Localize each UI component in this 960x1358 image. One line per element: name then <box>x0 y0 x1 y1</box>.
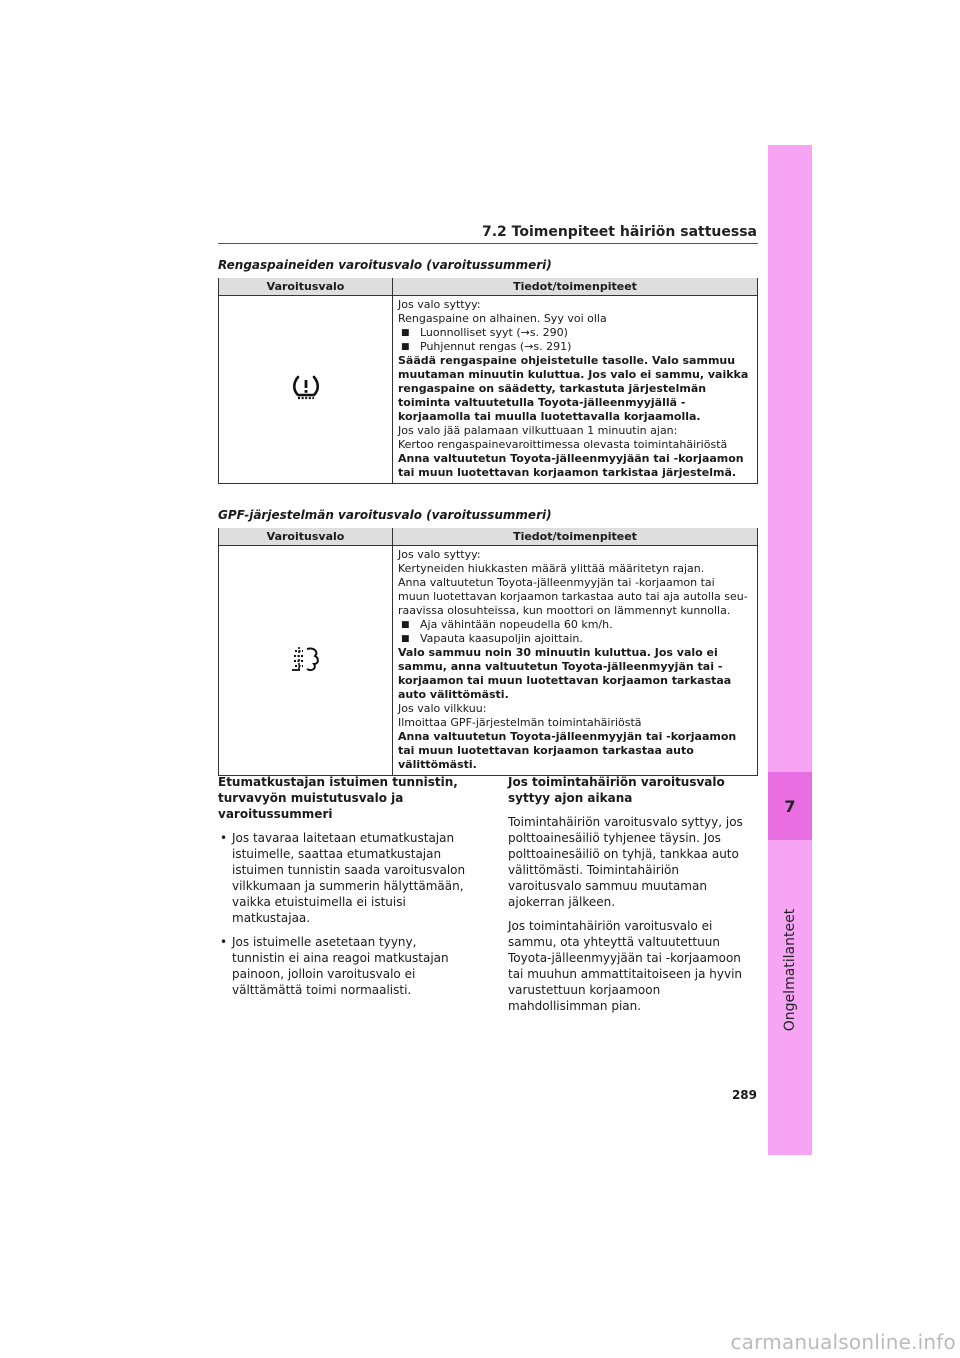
tpms-line: Jos valo jää palamaan vilkuttuaan 1 minuutin ajan: <box>398 424 678 437</box>
header-divider <box>218 243 758 244</box>
tire-pressure-warning-icon <box>291 393 321 406</box>
gpf-filter-warning-icon <box>290 664 322 677</box>
chapter-number: 7 <box>768 772 812 840</box>
tpms-section-title: Rengaspaineiden varoitusvalo (varoitussummeri) <box>218 258 552 272</box>
gpf-line: Jos valo syttyy: <box>398 548 481 561</box>
left-column <box>218 774 466 1006</box>
right-column <box>508 774 756 1022</box>
gpf-line: Kertyneiden hiukkasten määrä ylittää määritetyn rajan. <box>398 562 705 575</box>
gpf-line-bold: Anna valtuutetun Toyota-jälleenmyyjän tai -korjaamon tai muun luotettavan korjaamon tarkastaa auto välittömästi. <box>398 730 737 771</box>
tpms-line-bold: Anna valtuutetun Toyota-jälleenmyyjään tai -korjaamon tai muun luotettavan korjaamon tarkistaa järjestelmä. <box>398 452 744 479</box>
tpms-bullet: ■ Puhjennut rengas (→s. 291) <box>398 340 749 354</box>
tpms-bullet: ■ Luonnolliset syyt (→s. 290) <box>398 326 749 340</box>
list-item: • Jos istuimelle asetetaan tyyny, tunnistin ei aina reagoi matkustajan painoon, jolloin varoitusvalo ei välttämättä toimi normaalisti. <box>218 934 466 998</box>
gpf-section-title: GPF-järjestelmän varoitusvalo (varoitussummeri) <box>218 508 552 522</box>
chapter-side-tab <box>768 145 812 1155</box>
left-column-list <box>218 830 466 998</box>
tpms-line: Jos valo syttyy: <box>398 298 481 311</box>
gpf-line: Ilmoittaa GPF-järjestelmän toimintahäiriöstä <box>398 716 642 729</box>
gpf-info-cell <box>393 546 758 776</box>
watermark: carmanualsonline.info <box>730 1330 956 1354</box>
gpf-icon-cell <box>219 546 393 776</box>
tpms-warning-table <box>218 278 758 484</box>
tpms-line-bold: Säädä rengaspaine ohjeistetulle tasolle. Valo sammuu muutaman minuutin kuluttua. Jos valo ei sammu, vaikka rengaspaine on säädetty, tarkastuta järjestelmän toiminta valtuutetulla Toyota-jälleenmyyjällä -korjaamolla tai muulla luotettavalla korjaamolla. <box>398 354 749 423</box>
right-column-heading: Jos toimintahäiriön varoitusvalo syttyy ajon aikana <box>508 775 725 805</box>
right-column-paragraph: Toimintahäiriön varoitusvalo syttyy, jos polttoainesäiliö tyhjenee täysin. Jos polttoainesäiliö on tyhjä, tankkaa auto välittömästi. Toimintahäiriön varoitusvalo sammuu muutaman ajokerran jälkeen. <box>508 815 743 909</box>
chapter-label-wrap <box>768 880 812 1060</box>
gpf-col-header-light: Varoitusvalo <box>219 528 393 546</box>
tpms-col-header-light: Varoitusvalo <box>219 278 393 296</box>
right-column-paragraph: Jos toimintahäiriön varoitusvalo ei sammu, ota yhteyttä valtuutettuun Toyota-jälleenmyyjään tai -korjaamoon tai muuhun ammattitaitoiseen ja hyvin varustettuun korjaamoon mahdollisimman pian. <box>508 919 743 1013</box>
page-number: 289 <box>731 1088 757 1102</box>
gpf-warning-table <box>218 528 758 776</box>
chapter-label: Ongelmatilanteet <box>782 908 798 1032</box>
tpms-col-header-info: Tiedot/toimenpiteet <box>393 278 758 296</box>
section-header-title: 7.2 Toimenpiteet häiriön sattuessa <box>481 224 757 240</box>
gpf-line: Jos valo vilkkuu: <box>398 702 487 715</box>
gpf-bullet: ■ Vapauta kaasupoljin ajoittain. <box>398 632 749 646</box>
left-column-heading: Etumatkustajan istuimen tunnistin, turvavyön muistutusvalo ja varoitussummeri <box>218 775 458 821</box>
tpms-line: Kertoo rengaspainevaroittimessa olevasta toimintahäiriöstä <box>398 438 728 451</box>
gpf-line-bold: Valo sammuu noin 30 minuutin kuluttua. Jos valo ei sammu, anna valtuutetun Toyota-jälleenmyyjän tai -korjaamon tai muun luotettavan korjaamon tarkastaa auto välittömästi. <box>398 646 732 701</box>
list-item: • Jos tavaraa laitetaan etumatkustajan istuimelle, saattaa etumatkustajan istuimen tunnistin saada varoitusvalon vilkkumaan ja summerin hälyttämään, vaikka etuistuimella ei istuisi matkustajaa. <box>218 830 466 926</box>
gpf-col-header-info: Tiedot/toimenpiteet <box>393 528 758 546</box>
tpms-line: Rengaspaine on alhainen. Syy voi olla <box>398 312 607 325</box>
tpms-info-cell <box>393 296 758 484</box>
tpms-icon-cell <box>219 296 393 484</box>
gpf-bullet: ■ Aja vähintään nopeudella 60 km/h. <box>398 618 749 632</box>
gpf-line: Anna valtuutetun Toyota-jälleenmyyjän tai -korjaamon tai muun luotettavan korjaamon tarkastaa auto tai aja autolla seu-raavissa olosuhteissa, kun moottori on lämmennyt kunnolla. <box>398 576 748 617</box>
